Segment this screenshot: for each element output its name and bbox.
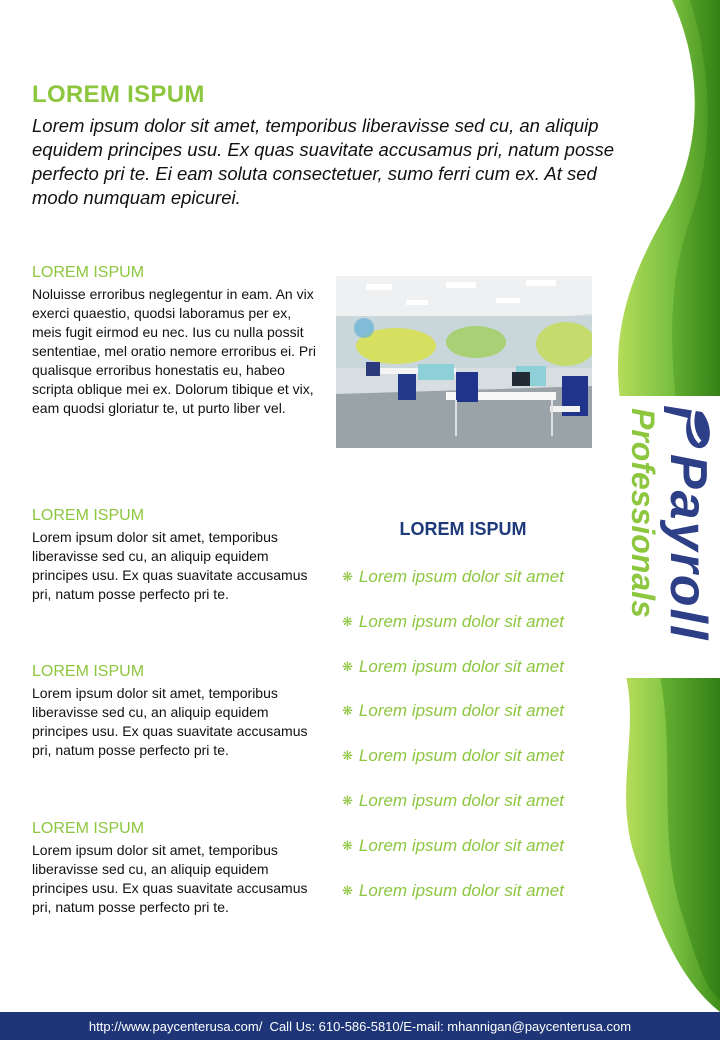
list-item-text: Lorem ipsum dolor sit amet	[358, 746, 564, 766]
asterisk-icon: ❋	[342, 613, 353, 629]
section-body: Lorem ipsum dolor sit amet, temporibus liberavisse sed cu, an aliquip equidem principes usu. Ex quas suavitate accusamus pri, natum posse perfecto pri te.	[32, 842, 308, 915]
list-item-text: Lorem ipsum dolor sit amet	[358, 567, 564, 586]
list-item-text: Lorem ipsum dolor sit amet	[358, 790, 564, 810]
asterisk-icon: ❋	[342, 792, 353, 808]
list-item-text: Lorem ipsum dolor sit amet	[358, 656, 564, 676]
asterisk-icon: ❋	[342, 569, 353, 584]
asterisk-icon: ❋	[342, 658, 353, 674]
asterisk-icon: ❋	[342, 837, 353, 853]
logo-word-payroll: Payroll	[659, 454, 717, 642]
logo-rotated	[618, 396, 720, 678]
list-item	[342, 836, 564, 881]
section-heading: LOREM ISPUM	[32, 264, 145, 281]
section-body: Noluisse erroribus neglegentur in eam. An vix exerci quaestio, quodsi laboramus per ex, meis fugit eirmod eu nec. Ius cu nulla possit sententiae, mel oratio nemore erroribus ei. Pri qualisque erroribus honestatis eu, habeo scripta oblique mei ex. Dolorum tibique et vix, eam quodsi gloriatur te, ut purto liber vel.	[32, 286, 317, 416]
asterisk-icon: ❋	[342, 882, 353, 898]
section-3	[32, 663, 322, 760]
list-title: LOREM ISPUM	[399, 519, 527, 539]
list-item-text: Lorem ipsum dolor sit amet	[358, 611, 564, 631]
intro-paragraph: Lorem ipsum dolor sit amet, temporibus liberavisse sed cu, an aliquip equidem principes usu. Ex quas suavitate accusamus pri, natum posse perfecto pri te. Ei eam soluta consectetuer, sumo ferri cum ex. At sed modo numquam epicurei.	[32, 115, 615, 208]
section-body: Lorem ipsum dolor sit amet, temporibus liberavisse sed cu, an aliquip equidem principes usu. Ex quas suavitate accusamus pri, natum posse perfecto pri te.	[32, 529, 308, 602]
section-heading: LOREM ISPUM	[32, 507, 145, 524]
list-item	[342, 657, 564, 702]
section-4	[32, 820, 322, 917]
asterisk-icon: ❋	[342, 748, 353, 764]
list-item	[342, 791, 564, 836]
payroll-professionals-logo	[618, 396, 720, 678]
list-item	[342, 881, 564, 926]
office-photo	[336, 276, 592, 448]
list-item-text: Lorem ipsum dolor sit amet	[358, 701, 564, 721]
list-item-text: Lorem ipsum dolor sit amet	[358, 880, 564, 900]
office-illustration	[336, 276, 592, 448]
bullet-list	[342, 567, 564, 925]
page-title: LOREM ISPUM	[32, 81, 205, 108]
section-heading: LOREM ISPUM	[32, 663, 145, 680]
list-item	[342, 612, 564, 657]
list-item	[342, 701, 564, 746]
logo-swoosh	[660, 406, 716, 454]
list-item	[342, 746, 564, 791]
footer-contact-bar: http://www.paycenterusa.com/ Call Us: 610-586-5810/E-mail: mhannigan@paycenterusa.com	[0, 1012, 720, 1040]
section-body: Lorem ipsum dolor sit amet, temporibus liberavisse sed cu, an aliquip equidem principes usu. Ex quas suavitate accusamus pri, natum posse perfecto pri te.	[32, 685, 308, 758]
section-heading: LOREM ISPUM	[32, 820, 145, 837]
logo-word-professionals: Professionals	[625, 408, 661, 618]
list-item-text: Lorem ipsum dolor sit amet	[358, 835, 564, 855]
section-1	[32, 264, 322, 418]
list-item	[342, 567, 564, 612]
section-2	[32, 507, 322, 604]
asterisk-icon: ❋	[342, 703, 353, 719]
